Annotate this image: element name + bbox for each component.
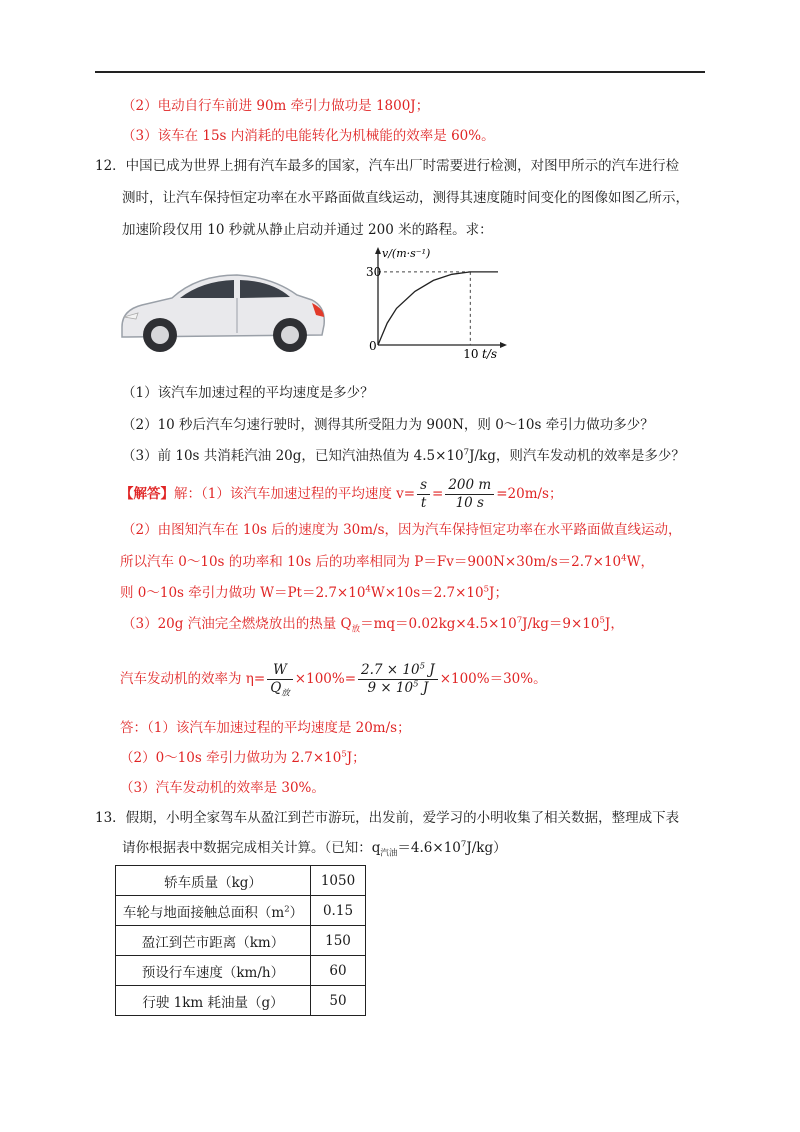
answer-3: （3）汽车发动机的效率是 30%。 [120,780,325,796]
table-cell-label: 行驶 1km 耗油量（g） [116,986,311,1016]
x-axis-arrow [500,342,507,348]
table-row [116,926,366,956]
series-curve [378,272,498,345]
origin-label: 0 [369,339,377,353]
header-rule [95,71,705,73]
fraction-s-over-t: $\frac{s}{t}$ [417,477,430,512]
table-cell-value: 50 [311,986,366,1016]
q13-intro-line-2: 请你根据表中数据完成相关计算。（已知：$q_{汽油}=4.6\times 10^7J/kg$） [122,839,507,859]
solution-part-3-line-2: 汽车发动机的效率为 η= $\frac{W}{Q_放}$ ×100%= $\frac{2.7 \times 10^5 J}{9 \times 10^5 J}$ ×100%＝30%。 [120,661,547,699]
solution-part-2-line-1: （2）由图知汽车在 10s 后的速度为 30m/s，因为汽车保持恒定功率在水平路面做直线运动， [122,522,682,538]
table-cell-label: 预设行车速度（km/h） [116,956,311,986]
y-axis-arrow [375,247,381,254]
table-row [116,896,366,926]
solution-part-1: 【解答】解：（1）该汽车加速过程的平均速度 v= $\frac{s}{t}$ = $\frac{200 m}{10 s}$ =20m/s； [120,477,563,511]
prev-answer-line-3: （3）该车在 15s 内消耗的电能转化为机械能的效率是 60%。 [122,128,495,144]
solution-part-2-line-2: 所以汽车 0～10s 的功率和 10s 后的功率相同为 $P=Fv=900N\times 30m/s=2.7\times 10^4W$， [120,553,654,570]
q12-sub-2: （2）10 秒后汽车匀速行驶时，测得其所受阻力为 900N，则 0～10s 牵引力做功多少？ [122,417,654,433]
q12-intro-line-3: 加速阶段仅用 10 秒就从静止启动并通过 200 米的路程。求： [122,222,493,238]
q12-sub-3: （3）前 10s 共消耗汽油 20g，已知汽油热值为 $4.5\times 10^7J/kg$，则汽车发动机的效率是多少？ [122,447,685,464]
table-cell-value: 60 [311,956,366,986]
q13-intro-line-1: 13．假期，小明全家驾车从盈江到芒市游玩，出发前，爱学习的小明收集了相关数据，整理成下表 [95,810,680,826]
table-row [116,956,366,986]
table-row [116,986,366,1016]
table-cell-label: 轿车质量（kg） [116,866,311,896]
table-cell-value: 1050 [311,866,366,896]
q12-intro-line-1: 12．中国已成为世界上拥有汽车最多的国家，汽车出厂时需要进行检测，对图甲所示的汽车进行检 [95,158,680,174]
fraction-w-over-q: $\frac{W}{Q_放}$ [267,662,293,697]
table-cell-label: 盈江到芒市距离（km） [116,926,311,956]
fraction-200m-over-10s: $\frac{200 m}{10 s}$ [445,477,494,512]
solution-part-2-line-3: 则 0～10s 牵引力做功 $W=Pt=2.7\times 10^4W\times 10s=2.7\times 10^5J$； [120,584,508,601]
table-cell-value: 150 [311,926,366,956]
x-tick-label: 10 [463,347,479,361]
solution-tag: 【解答】 [120,486,174,502]
solution-part-3-line-1: （3）20g 汽油完全燃烧放出的热量 $Q_放=mq=0.02kg\times 4.5\times 10^7J/kg=9\times 10^5J$， [122,615,624,635]
q12-intro-line-2: 测时，让汽车保持恒定功率在水平路面做直线运动，测得其速度随时间变化的图像如图乙所示， [122,190,689,206]
prev-answer-line-2: （2）电动自行车前进 90m 牵引力做功是 1800J； [122,98,430,114]
car-data-table [115,865,366,1016]
car-illustration [112,265,332,360]
table-cell-value: 0.15 [311,896,366,926]
x-axis-label: t/s [482,347,498,361]
table-row [116,866,366,896]
table-cell-label: 车轮与地面接触总面积$(m^2)$ [116,896,311,926]
y-tick-label: 30 [366,264,382,279]
q12-sub-1: （1）该汽车加速过程的平均速度是多少？ [122,385,374,401]
velocity-time-chart [348,245,510,363]
fraction-energy-ratio: $\frac{2.7 \times 10^5 J}{9 \times 10^5 J}$ [358,662,438,697]
answer-2: （2）0～10s 牵引力做功为 $2.7\times 10^5J$； [120,749,366,766]
y-axis-label: v/(m·s⁻¹) [382,247,431,260]
answer-1: 答：（1）该汽车加速过程的平均速度是 20m/s； [120,720,411,736]
